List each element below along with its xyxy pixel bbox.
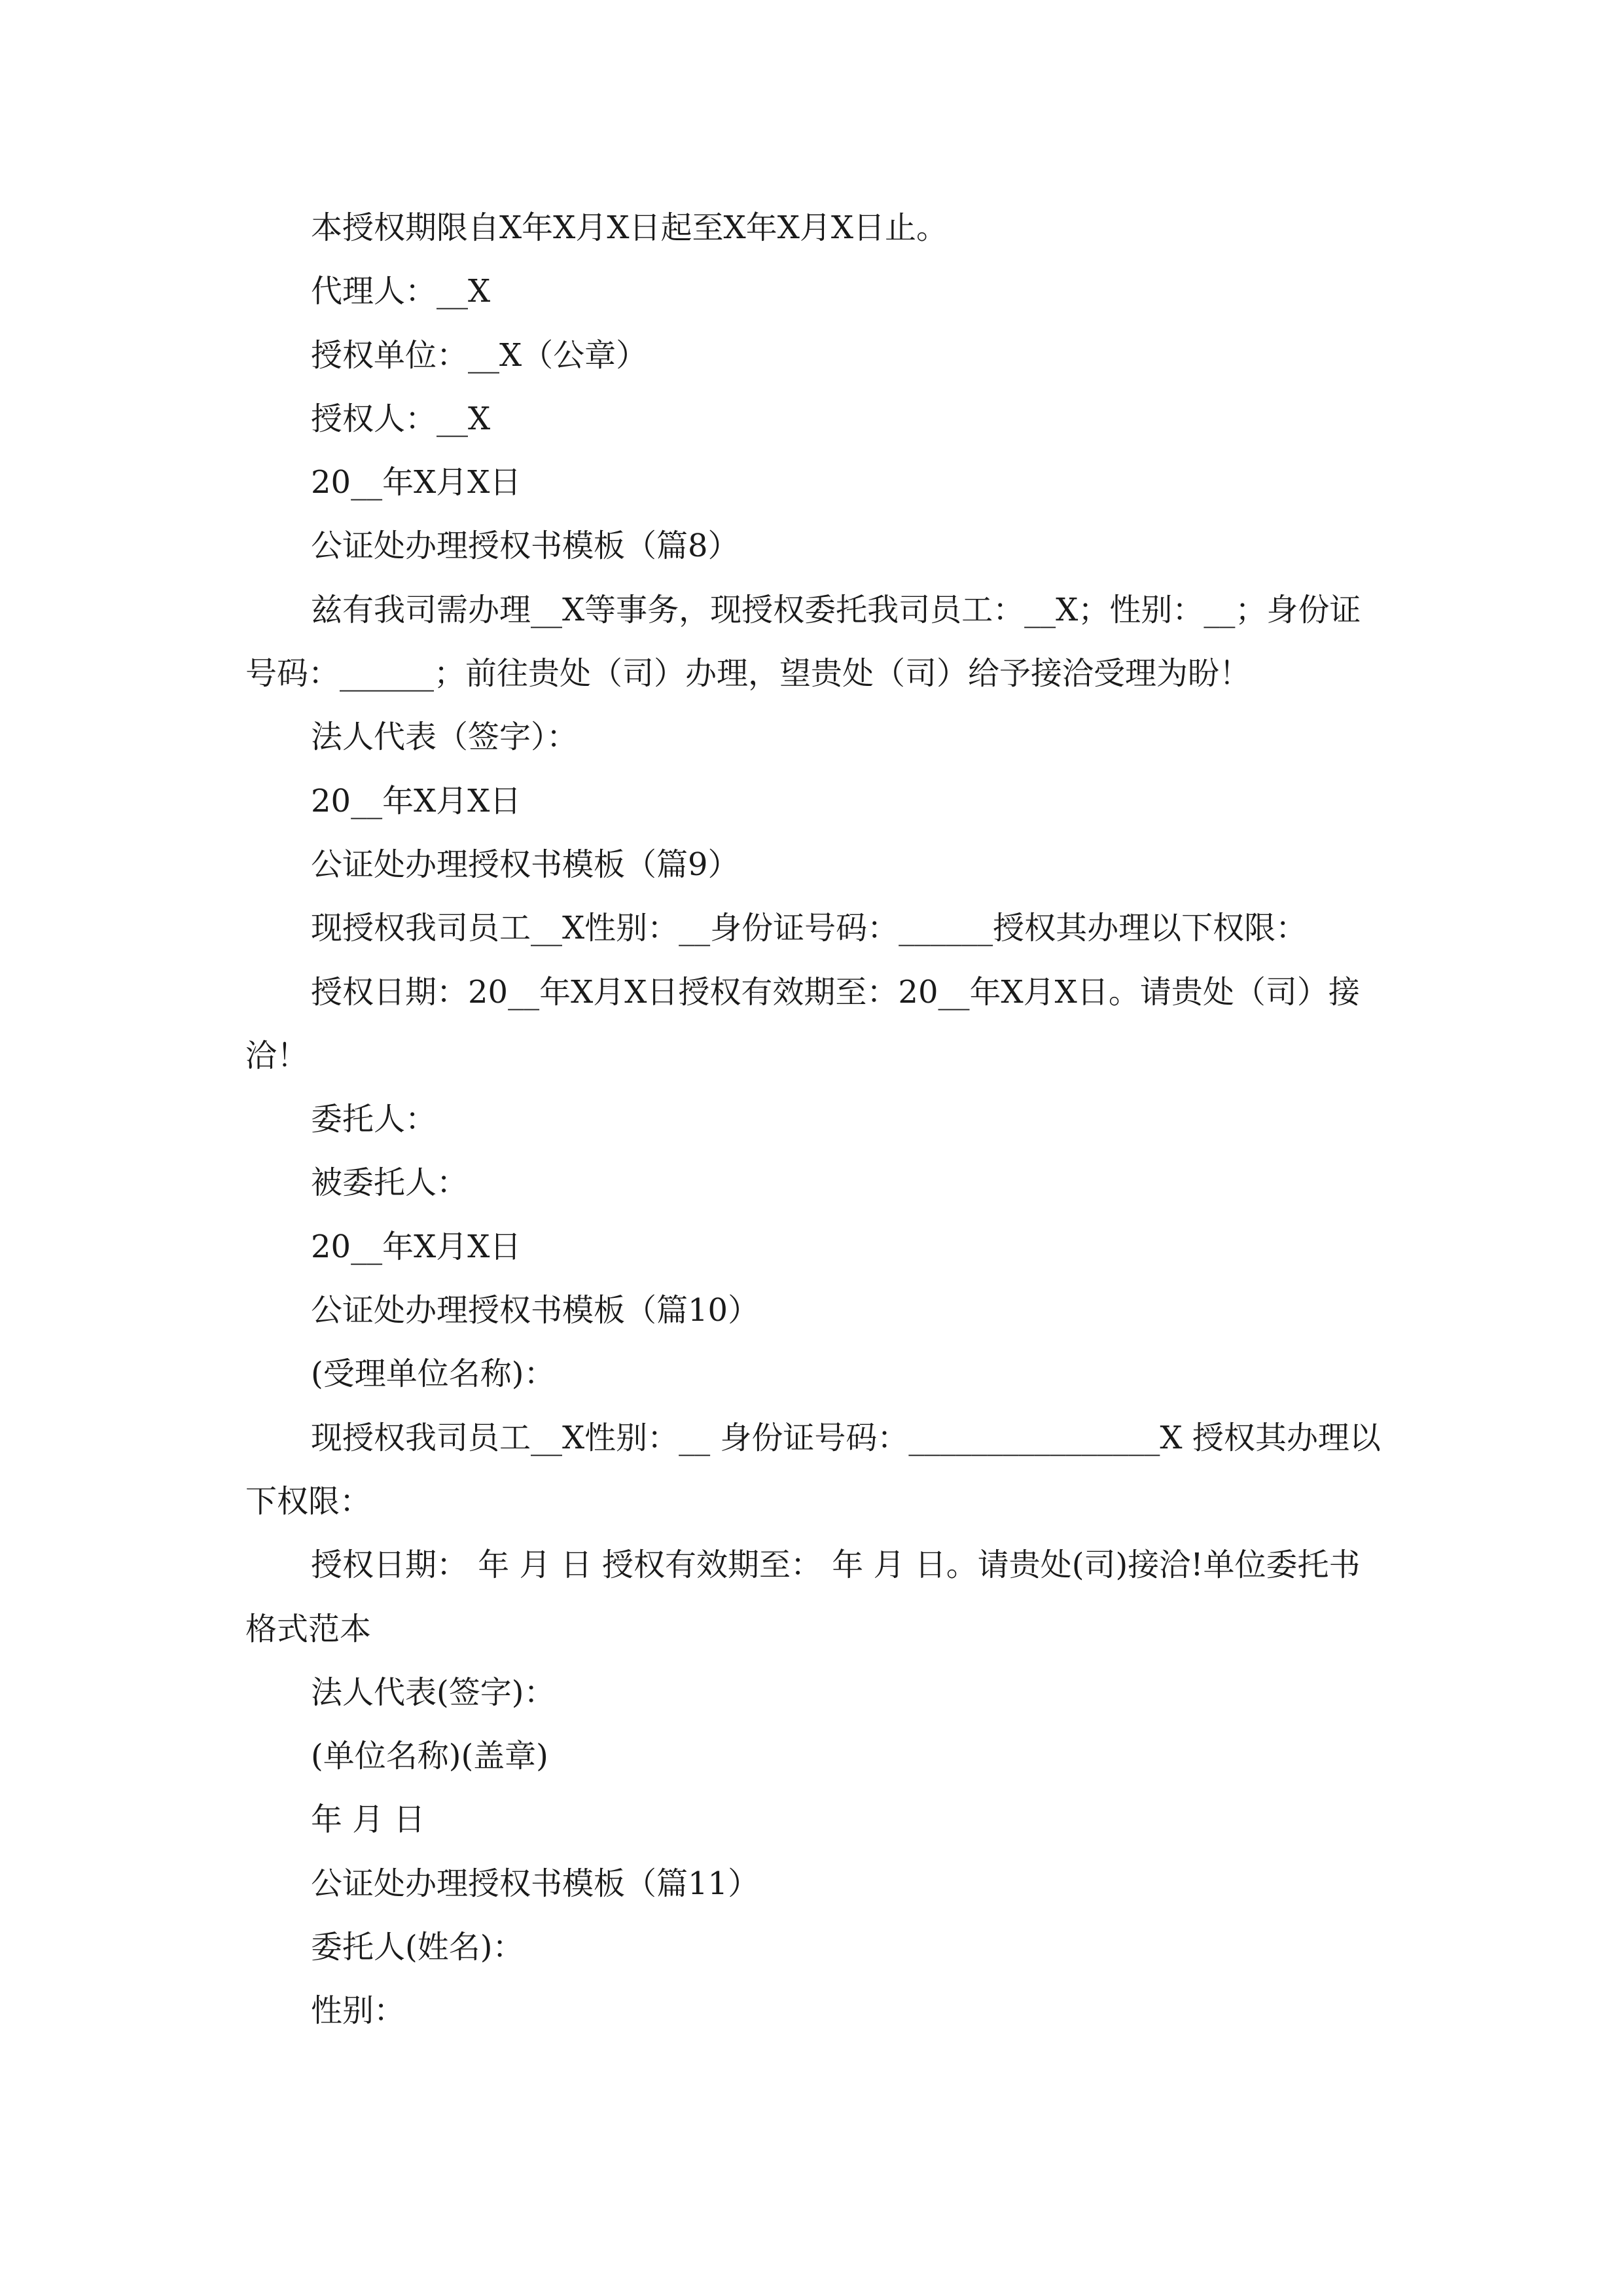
paragraph-gender: 性别： (311, 1992, 406, 2030)
paragraph-receiving-unit: (受理单位名称)： (311, 1355, 556, 1393)
paragraph-date: 20__年X月X日 (311, 782, 522, 819)
section-heading-10: 公证处办理授权书模板（篇10） (311, 1292, 760, 1329)
paragraph-principal: 委托人： (311, 1101, 437, 1138)
paragraph-date-blank: 年 月 日 (311, 1801, 425, 1839)
paragraph-body-10: 现授权我司员工__X性别：__ 身份证号码：________________X 授权其办理以下权限： (245, 1419, 1381, 1520)
section-heading-11: 公证处办理授权书模板（篇11） (311, 1865, 760, 1902)
paragraph-legal-rep-signature: 法人代表(签字)： (311, 1674, 556, 1711)
paragraph-legal-rep-signature: 法人代表（签字）： (311, 719, 579, 756)
paragraph-authorizing-unit: 授权单位：__X（公章） (311, 336, 648, 374)
paragraph-date: 20__年X月X日 (311, 464, 522, 501)
paragraph-authorization-date-10: 授权日期： 年 月 日 授权有效期至： 年 月 日。请贵处(司)接洽!单位委托书格式范本 (245, 1547, 1361, 1647)
paragraph-agent-delegate: 被委托人： (311, 1164, 469, 1202)
paragraph-principal-name: 委托人(姓名)： (311, 1929, 524, 1966)
paragraph-authorizer: 授权人：__X (311, 400, 491, 437)
paragraph-unit-seal: (单位名称)(盖章) (311, 1738, 548, 1775)
paragraph-agent: 代理人：__X (311, 273, 491, 310)
paragraph-date: 20__年X月X日 (311, 1228, 522, 1265)
paragraph-body-8: 兹有我司需办理__X等事务，现授权委托我司员工：__X；性别：__；身份证号码：______；前往贵处（司）办理，望贵处（司）给予接洽受理为盼！ (245, 591, 1361, 692)
section-heading-8: 公证处办理授权书模板（篇8） (311, 528, 740, 565)
section-heading-9: 公证处办理授权书模板（篇9） (311, 846, 740, 883)
document-body (245, 196, 1381, 2043)
paragraph-body-9: 现授权我司员工__X性别：__身份证号码：______授权其办理以下权限： (311, 910, 1308, 947)
paragraph-authorization-date-9: 授权日期：20__年X月X日授权有效期至：20__年X月X日。请贵处（司）接洽！ (245, 973, 1360, 1074)
paragraph-authorization-period: 本授权期限自X年X月X日起至X年X月X日止。 (311, 209, 948, 246)
